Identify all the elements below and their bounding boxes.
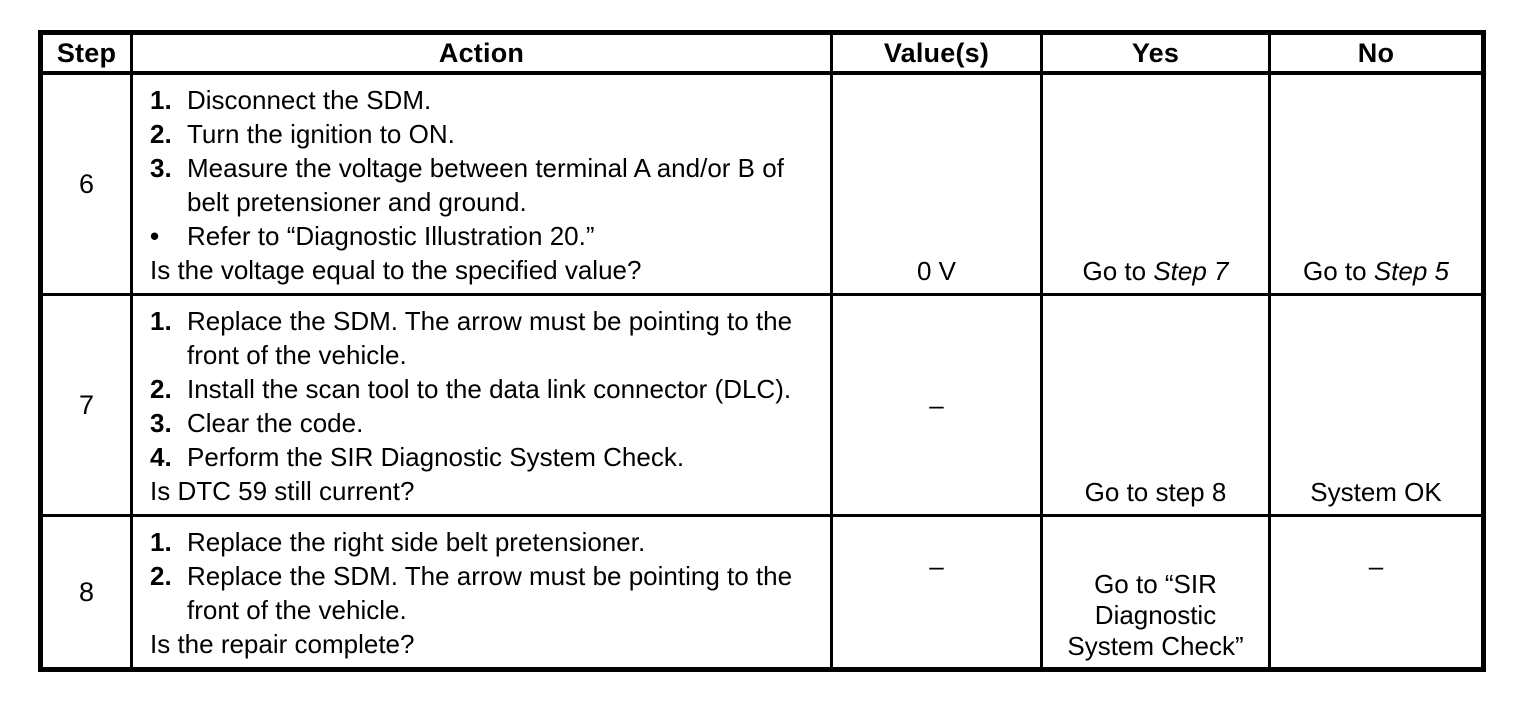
step-number-7: 7 (43, 296, 133, 517)
action-item-text: Perform the SIR Diagnostic System Check. (187, 442, 685, 472)
value-cell-step-6 (833, 75, 1043, 296)
yes-text: Go to step 8 (1084, 477, 1227, 507)
no-text: – (1368, 551, 1384, 581)
action-item-text: Disconnect the SDM. (187, 85, 432, 115)
action-item-text: Replace the right side belt pretensioner. (187, 527, 646, 557)
no-text: System OK (1310, 477, 1442, 507)
list-marker: 4. (150, 442, 172, 472)
action-cell-step-6 (133, 75, 833, 296)
action-item (150, 372, 820, 406)
bullet-marker: • (150, 221, 160, 251)
action-item (150, 83, 820, 117)
action-question: Is DTC 59 still current? (150, 476, 415, 506)
list-marker: 2. (150, 561, 172, 591)
action-item (150, 406, 820, 440)
value-text: – (929, 390, 944, 420)
yes-text-line: Go to “SIR (1094, 569, 1217, 599)
yes-text-line: System Check” (1067, 631, 1244, 661)
list-marker: 1. (150, 306, 172, 336)
no-cell-step-8 (1271, 517, 1481, 667)
value-text: 0 V (916, 256, 957, 286)
action-item-text: Replace the SDM. The arrow must be pointing to the front of the vehicle. (187, 306, 793, 370)
list-marker: 2. (150, 374, 172, 404)
action-item (150, 559, 820, 627)
action-item (150, 219, 820, 253)
step-reference: Step 7 (1153, 256, 1229, 286)
step-reference: Step 5 (1373, 256, 1449, 286)
yes-cell-step-6 (1043, 75, 1271, 296)
action-item (150, 117, 820, 151)
action-item (150, 440, 820, 474)
action-item (150, 151, 820, 219)
header-cell-no: No (1271, 35, 1481, 75)
step-number-8: 8 (43, 517, 133, 667)
diagnostic-table (38, 30, 1486, 672)
header-cell-action: Action (133, 35, 833, 75)
no-cell-step-7 (1271, 296, 1481, 517)
action-item-text: Refer to “Diagnostic Illustration 20.” (187, 221, 595, 251)
header-cell-yes: Yes (1043, 35, 1271, 75)
list-marker: 2. (150, 119, 172, 149)
step-number-6: 6 (43, 75, 133, 296)
list-marker: 3. (150, 408, 172, 438)
yes-text: Go to Step 7 (1082, 256, 1229, 286)
list-marker: 1. (150, 527, 172, 557)
value-text: – (929, 551, 944, 581)
action-cell-step-8 (133, 517, 833, 667)
no-cell-step-6 (1271, 75, 1481, 296)
action-item-text: Clear the code. (187, 408, 364, 438)
value-cell-step-8 (833, 517, 1043, 667)
yes-cell-step-7 (1043, 296, 1271, 517)
action-item (150, 304, 820, 372)
action-item (150, 525, 820, 559)
action-cell-step-7 (133, 296, 833, 517)
yes-text-line: Diagnostic (1094, 600, 1217, 630)
value-cell-step-7 (833, 296, 1043, 517)
header-cell-step: Step (43, 35, 133, 75)
action-question: Is the voltage equal to the specified value? (150, 255, 642, 285)
no-text: Go to Step 5 (1303, 256, 1449, 286)
action-item-text: Install the scan tool to the data link connector (DLC). (187, 374, 792, 404)
action-item-text: Measure the voltage between terminal A and/or B of belt pretensioner and ground. (187, 153, 784, 217)
action-item-text: Replace the SDM. The arrow must be pointing to the front of the vehicle. (187, 561, 793, 625)
action-question: Is the repair complete? (150, 629, 415, 659)
list-marker: 1. (150, 85, 172, 115)
yes-cell-step-8 (1043, 517, 1271, 667)
action-item-text: Turn the ignition to ON. (187, 119, 455, 149)
header-cell-values: Value(s) (833, 35, 1043, 75)
list-marker: 3. (150, 153, 172, 183)
